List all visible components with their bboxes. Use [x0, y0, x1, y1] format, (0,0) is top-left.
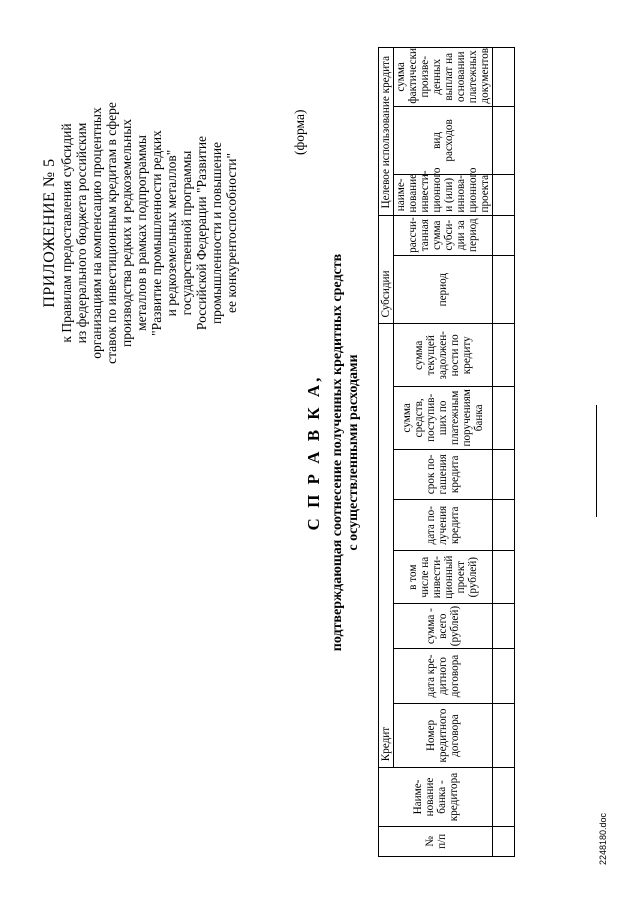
header-date-received: дата по- лучения кредита	[394, 500, 493, 551]
annex-line: промышленности и повышение	[209, 141, 224, 325]
annex-line: металлов в рамках подпрограммы	[134, 135, 149, 331]
signature-line	[596, 405, 597, 517]
document-subtitle-line-1: подтверждающая соотнесение полученных кредитных средств	[330, 253, 345, 652]
table-cell	[493, 106, 515, 175]
annex-line: к Правилам предоставления субсидий	[59, 123, 74, 343]
document-title: С П Р А В К А,	[304, 374, 323, 531]
table-cell	[493, 649, 515, 703]
annex-line: ее конкурентоспособности"	[224, 153, 239, 313]
header-period: период	[394, 255, 493, 324]
table-cell	[493, 768, 515, 826]
header-calc-subsidy: рассчи- танная сумма субси- дии за период	[394, 215, 493, 255]
header-repay-term: срок по- гашения кредита	[394, 449, 493, 499]
annex-block	[40, 23, 239, 443]
header-group-target-use: Целевое использование кредита	[379, 48, 394, 216]
annex-title: ПРИЛОЖЕНИЕ № 5	[41, 158, 58, 308]
document-subtitle-line-2: с осуществленными расходами	[346, 354, 361, 551]
annex-line: Российской Федерации "Развитие	[194, 135, 209, 331]
annex-line: государственной программы	[179, 150, 194, 316]
header-contract-date: дата кре- дитного договора	[394, 649, 493, 703]
table-cell	[493, 826, 515, 856]
header-sum-invest: в том числе на инвести- ционный проект (рублей)	[394, 551, 493, 603]
table-cell	[493, 449, 515, 499]
header-payments: сумма фактически произве- денных выплат на основании платежных документов	[394, 48, 493, 107]
table-cell	[493, 215, 515, 255]
header-group-credit: Кредит	[379, 324, 394, 768]
annex-line: производства редких и редкоземельных	[119, 118, 134, 348]
table-cell	[493, 175, 515, 215]
credit-table	[378, 47, 515, 857]
table-cell	[493, 324, 515, 387]
header-row-columns	[394, 48, 493, 857]
table-cell	[493, 387, 515, 450]
annex-line: "Развитие промышленности редких	[149, 130, 164, 336]
table-cell	[493, 255, 515, 324]
document-code: 2248180.doc	[598, 812, 608, 865]
annex-line: из федерального бюджета российским	[74, 122, 89, 344]
annex-line: и редкоземельных металлов"	[164, 149, 179, 317]
header-bank: Наиме- нование банка - кредитора	[379, 768, 493, 826]
header-row-groups	[379, 48, 394, 857]
header-expense-type: вид расходов	[394, 106, 493, 175]
table-cell	[493, 703, 515, 768]
table-cell	[493, 48, 515, 107]
table-cell	[493, 603, 515, 648]
table-row	[493, 48, 515, 857]
annex-line: ставок по инвестиционным кредитам в сфере	[104, 102, 119, 364]
header-sum-total: сумма - всего (рублей)	[394, 603, 493, 648]
header-group-subsidy: Субсидии	[379, 215, 394, 324]
annex-line: организациям на компенсацию процентных	[89, 107, 104, 359]
header-funds-received: сумма средств, поступив- ших по платежным поручениям банка	[394, 387, 493, 450]
header-current-debt: сумма текущей задолжен- ности по кредиту	[394, 324, 493, 387]
header-project-name: наиме- нование инвести- ционного и (или) иннова- ционного проекта	[394, 175, 493, 215]
header-contract-number: Номер кредитного договора	[394, 703, 493, 768]
form-label: (форма)	[292, 109, 307, 155]
header-num: № п/п	[379, 826, 493, 856]
table-cell	[493, 551, 515, 603]
table-cell	[493, 500, 515, 551]
